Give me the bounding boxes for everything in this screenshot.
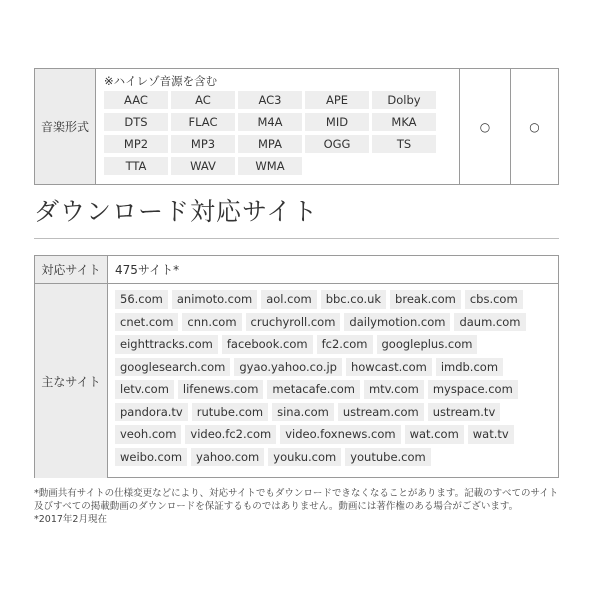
site-tag: cruchyroll.com — [246, 313, 341, 332]
site-tag: cnn.com — [182, 313, 241, 332]
site-tag: imdb.com — [436, 358, 503, 377]
site-tag: break.com — [390, 290, 461, 309]
format-table — [34, 68, 559, 185]
site-count-row — [35, 256, 558, 284]
format-tag: Dolby — [372, 91, 436, 109]
site-tag: daum.com — [454, 313, 525, 332]
site-tag: lifenews.com — [178, 380, 264, 399]
main-sites-label: 主なサイト — [35, 284, 108, 478]
heading-divider — [34, 238, 559, 239]
footnotes — [34, 487, 562, 526]
format-tag: AC3 — [238, 91, 302, 109]
site-tag: video.foxnews.com — [280, 425, 400, 444]
format-tag: M4A — [238, 113, 302, 131]
site-tag: youku.com — [268, 448, 341, 467]
site-tag: howcast.com — [346, 358, 432, 377]
site-tag: facebook.com — [222, 335, 313, 354]
site-count-value: 475サイト* — [115, 263, 180, 277]
format-tag: OGG — [305, 135, 369, 153]
site-tag: letv.com — [115, 380, 174, 399]
format-table-label: 音楽形式 — [35, 69, 96, 184]
format-tag: TTA — [104, 157, 168, 175]
site-tag: 56.com — [115, 290, 168, 309]
format-tag: MP2 — [104, 135, 168, 153]
site-count-label: 対応サイト — [35, 256, 108, 283]
format-grid — [104, 91, 436, 175]
format-tag: MPA — [238, 135, 302, 153]
format-tag: APE — [305, 91, 369, 109]
format-tag: WMA — [238, 157, 302, 175]
site-tag: veoh.com — [115, 425, 181, 444]
site-table — [34, 255, 559, 478]
footnote-disclaimer: *動画共有サイトの仕様変更などにより、対応サイトでもダウンロードできなくなることがあります。記載のすべてのサイト及びすべての掲載動画のダウンロードを保証するものではありません。動画には著作権のある場合がございます。 — [34, 488, 559, 512]
site-tag: rutube.com — [192, 403, 268, 422]
format-tag: DTS — [104, 113, 168, 131]
site-tag: metacafe.com — [267, 380, 360, 399]
footnote-date: *2017年2月現在 — [34, 514, 107, 525]
site-tag: youtube.com — [345, 448, 431, 467]
site-tag: googleplus.com — [377, 335, 478, 354]
site-tag: mtv.com — [364, 380, 424, 399]
format-tag: AAC — [104, 91, 168, 109]
site-tag: aol.com — [261, 290, 317, 309]
site-tag: dailymotion.com — [344, 313, 450, 332]
section-heading: ダウンロード対応サイト — [34, 197, 319, 226]
site-tag: wat.com — [405, 425, 464, 444]
format-tag: MP3 — [171, 135, 235, 153]
site-tag: googlesearch.com — [115, 358, 230, 377]
hires-note: ※ハイレゾ音源を含む — [104, 74, 218, 88]
site-tag: pandora.tv — [115, 403, 188, 422]
format-tag: FLAC — [171, 113, 235, 131]
format-tag: MKA — [372, 113, 436, 131]
site-tag: myspace.com — [428, 380, 518, 399]
site-tag: fc2.com — [317, 335, 373, 354]
site-tag: ustream.com — [338, 403, 424, 422]
site-tag: wat.tv — [468, 425, 514, 444]
main-sites-row — [35, 284, 558, 478]
site-tag: gyao.yahoo.co.jp — [234, 358, 342, 377]
format-tag: MID — [305, 113, 369, 131]
format-tag: TS — [372, 135, 436, 153]
format-support-mark-2: ○ — [529, 119, 540, 134]
format-support-mark-1: ○ — [460, 69, 511, 184]
site-tag: video.fc2.com — [185, 425, 276, 444]
site-tag: cbs.com — [465, 290, 523, 309]
site-tag: eighttracks.com — [115, 335, 218, 354]
site-tag: animoto.com — [172, 290, 257, 309]
format-tag: AC — [171, 91, 235, 109]
site-tag: weibo.com — [115, 448, 187, 467]
format-tag: WAV — [171, 157, 235, 175]
format-table-body — [96, 69, 460, 184]
site-tag: yahoo.com — [191, 448, 264, 467]
site-tag: bbc.co.uk — [321, 290, 386, 309]
site-list — [108, 284, 558, 478]
site-tag: sina.com — [272, 403, 334, 422]
site-tag: cnet.com — [115, 313, 178, 332]
site-tag: ustream.tv — [428, 403, 501, 422]
